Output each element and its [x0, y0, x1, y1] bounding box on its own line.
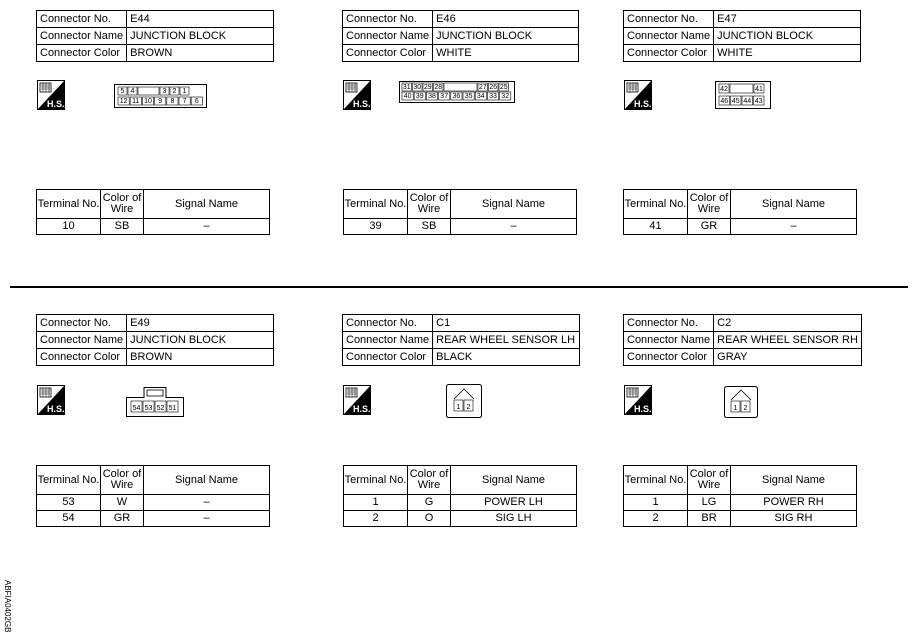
table-row — [37, 219, 270, 235]
wire-color-cell: G — [408, 495, 451, 511]
connector-pin-number: 28 — [434, 84, 443, 91]
label-connector-no: Connector No. — [343, 315, 433, 332]
connector-pin-number: 31 — [402, 84, 411, 91]
connector-pin-number: 54 — [132, 405, 141, 412]
terminal-cell: 1 — [624, 495, 688, 511]
connector-no-value: E44 — [127, 11, 274, 28]
connector-pin-number: 33 — [489, 93, 497, 100]
connector-pin-number: 51 — [168, 405, 177, 412]
header-signal-name: Signal Name — [731, 466, 857, 495]
connector-pin-number: 52 — [156, 405, 165, 412]
hs-label: H.S. — [634, 99, 652, 109]
connector-pin-number: 5 — [120, 88, 125, 95]
connector-pin-number: 9 — [158, 98, 163, 105]
signal-cell: SIG LH — [451, 511, 577, 527]
connector-name-value: JUNCTION BLOCK — [714, 28, 861, 45]
wire-color-cell: GR — [101, 511, 144, 527]
connector-pin-number: 35 — [464, 93, 473, 100]
header-color-of-wire: Color of Wire — [408, 190, 451, 219]
label-connector-color: Connector Color — [343, 349, 433, 366]
signal-cell: POWER LH — [451, 495, 577, 511]
terminal-cell: 1 — [344, 495, 408, 511]
hs-label: H.S. — [47, 404, 65, 414]
label-connector-name: Connector Name — [37, 28, 127, 45]
header-signal-name: Signal Name — [451, 190, 577, 219]
connector-color-value: WHITE — [433, 45, 579, 62]
connector-name-value: JUNCTION BLOCK — [127, 332, 274, 349]
connector-pin-number: 27 — [478, 84, 487, 91]
connector-name-value: JUNCTION BLOCK — [127, 28, 274, 45]
header-signal-name: Signal Name — [731, 190, 857, 219]
header-signal-name: Signal Name — [144, 190, 270, 219]
hs-symbol-icon — [624, 385, 652, 415]
header-terminal-no: Terminal No. — [344, 190, 408, 219]
signal-cell: – — [144, 511, 270, 527]
connector-no-value: E49 — [127, 315, 274, 332]
header-terminal-no: Terminal No. — [344, 466, 408, 495]
hs-symbol-icon — [37, 80, 65, 110]
connector-pin-number: 10 — [144, 98, 152, 105]
header-color-of-wire: Color of Wire — [101, 190, 144, 219]
wire-color-cell: LG — [688, 495, 731, 511]
signal-cell: – — [144, 495, 270, 511]
connector-pin-number: 43 — [754, 98, 763, 105]
label-connector-no: Connector No. — [37, 11, 127, 28]
signal-cell: – — [451, 219, 577, 235]
wire-color-cell: W — [101, 495, 144, 511]
connector-no-value: E47 — [714, 11, 861, 28]
connector-no-value: E46 — [433, 11, 579, 28]
header-terminal-no: Terminal No. — [37, 190, 101, 219]
hs-symbol-icon — [343, 385, 371, 415]
wire-color-cell: BR — [688, 511, 731, 527]
connector-pin-number: 2 — [466, 404, 471, 411]
signal-cell: – — [144, 219, 270, 235]
label-connector-color: Connector Color — [37, 349, 127, 366]
connector-pin-number: 34 — [476, 93, 485, 100]
connector-color-value: BLACK — [433, 349, 580, 366]
table-row — [624, 511, 857, 527]
connector-pin-number: 7 — [182, 98, 187, 105]
header-color-of-wire: Color of Wire — [408, 466, 451, 495]
connector-pin-number: 39 — [415, 93, 424, 100]
connector-color-value: GRAY — [714, 349, 862, 366]
connector-lock-slot — [138, 87, 159, 95]
connector-pin-number: 45 — [731, 98, 740, 105]
header-terminal-no: Terminal No. — [37, 466, 101, 495]
wire-color-cell: SB — [101, 219, 144, 235]
label-connector-no: Connector No. — [624, 315, 714, 332]
label-connector-color: Connector Color — [624, 45, 714, 62]
table-row — [37, 495, 270, 511]
connector-face-diagram — [446, 384, 482, 418]
label-connector-color: Connector Color — [37, 45, 127, 62]
signal-cell: SIG RH — [731, 511, 857, 527]
connector-pin-number: 40 — [403, 93, 412, 100]
header-color-of-wire: Color of Wire — [688, 190, 731, 219]
terminal-cell: 41 — [624, 219, 688, 235]
hs-label: H.S. — [634, 404, 652, 414]
terminal-table — [343, 465, 577, 527]
label-connector-no: Connector No. — [37, 315, 127, 332]
label-connector-name: Connector Name — [37, 332, 127, 349]
header-terminal-no: Terminal No. — [624, 190, 688, 219]
label-connector-color: Connector Color — [343, 45, 433, 62]
figure-code: ABFIA0402GB — [3, 580, 12, 633]
label-connector-name: Connector Name — [343, 332, 433, 349]
table-row — [344, 511, 577, 527]
connector-pin-number: 46 — [720, 98, 729, 105]
terminal-cell: 53 — [37, 495, 101, 511]
connector-pin-number: 36 — [452, 93, 461, 100]
connector-info-table — [623, 10, 861, 62]
terminal-table — [36, 189, 270, 235]
header-signal-name: Signal Name — [144, 466, 270, 495]
connector-pin-number: 11 — [132, 98, 140, 105]
hs-label: H.S. — [353, 99, 371, 109]
connector-pin-number: 2 — [172, 88, 177, 95]
hs-label: H.S. — [353, 404, 371, 414]
connector-pin-number: 53 — [144, 405, 153, 412]
wire-color-cell: O — [408, 511, 451, 527]
connector-color-value: BROWN — [127, 349, 274, 366]
connector-info-table — [342, 314, 580, 366]
connector-pin-number: 44 — [743, 98, 752, 105]
connector-name-value: JUNCTION BLOCK — [433, 28, 579, 45]
connector-lock-slot — [444, 83, 477, 91]
connector-info-table — [623, 314, 862, 366]
table-row — [37, 511, 270, 527]
hs-symbol-icon — [624, 80, 652, 110]
table-row — [344, 219, 577, 235]
label-connector-name: Connector Name — [624, 332, 714, 349]
connector-pin-number: 2 — [743, 405, 748, 412]
terminal-table — [623, 465, 857, 527]
label-connector-name: Connector Name — [343, 28, 433, 45]
wire-color-cell: GR — [688, 219, 731, 235]
connector-pin-number: 38 — [428, 93, 436, 100]
connector-pin-number: 41 — [755, 86, 763, 93]
table-row — [624, 495, 857, 511]
signal-cell: – — [731, 219, 857, 235]
section-divider — [10, 286, 908, 288]
connector-no-value: C1 — [433, 315, 580, 332]
label-connector-no: Connector No. — [343, 11, 433, 28]
terminal-table — [343, 189, 577, 235]
header-color-of-wire: Color of Wire — [688, 466, 731, 495]
connector-pin-number: 32 — [501, 93, 510, 100]
connector-no-value: C2 — [714, 315, 862, 332]
label-connector-name: Connector Name — [624, 28, 714, 45]
terminal-cell: 10 — [37, 219, 101, 235]
connector-face-diagram — [114, 84, 207, 108]
terminal-cell: 2 — [344, 511, 408, 527]
connector-pin-number: 30 — [413, 84, 422, 91]
connector-pin-number: 4 — [130, 88, 135, 95]
header-terminal-no: Terminal No. — [624, 466, 688, 495]
wire-color-cell: SB — [408, 219, 451, 235]
terminal-cell: 2 — [624, 511, 688, 527]
hs-symbol-icon — [37, 385, 65, 415]
connector-face-diagram — [126, 387, 184, 417]
connector-pin-number: 1 — [733, 405, 738, 412]
label-connector-no: Connector No. — [624, 11, 714, 28]
signal-cell: POWER RH — [731, 495, 857, 511]
connector-pin-number: 1 — [182, 88, 187, 95]
header-signal-name: Signal Name — [451, 466, 577, 495]
connector-color-value: WHITE — [714, 45, 861, 62]
terminal-cell: 54 — [37, 511, 101, 527]
connector-face-diagram — [724, 386, 758, 418]
connector-pin-number: 29 — [423, 84, 432, 91]
connector-name-value: REAR WHEEL SENSOR RH — [714, 332, 862, 349]
connector-pin-number: 1 — [456, 404, 461, 411]
connector-pin-number: 37 — [440, 93, 449, 100]
hs-label: H.S. — [47, 99, 65, 109]
connector-pin-number: 26 — [489, 84, 498, 91]
connector-face-diagram — [715, 81, 771, 109]
table-row — [344, 495, 577, 511]
connector-pin-number: 25 — [499, 84, 508, 91]
connector-pin-number: 12 — [119, 98, 128, 105]
connector-name-value: REAR WHEEL SENSOR LH — [433, 332, 580, 349]
connector-color-value: BROWN — [127, 45, 274, 62]
connector-pin-number: 3 — [162, 88, 167, 95]
terminal-table — [623, 189, 857, 235]
connector-info-table — [36, 314, 274, 366]
header-color-of-wire: Color of Wire — [101, 466, 144, 495]
connector-pin-number: 42 — [720, 86, 728, 93]
connector-info-table — [36, 10, 274, 62]
connector-face-diagram — [399, 81, 515, 103]
terminal-table — [36, 465, 270, 527]
label-connector-color: Connector Color — [624, 349, 714, 366]
connector-pin-number: 8 — [170, 98, 175, 105]
connector-pin-number: 6 — [194, 98, 199, 105]
hs-symbol-icon — [343, 80, 371, 110]
connector-info-table — [342, 10, 579, 62]
terminal-cell: 39 — [344, 219, 408, 235]
connector-lock-slot — [730, 84, 753, 93]
table-row — [624, 219, 857, 235]
